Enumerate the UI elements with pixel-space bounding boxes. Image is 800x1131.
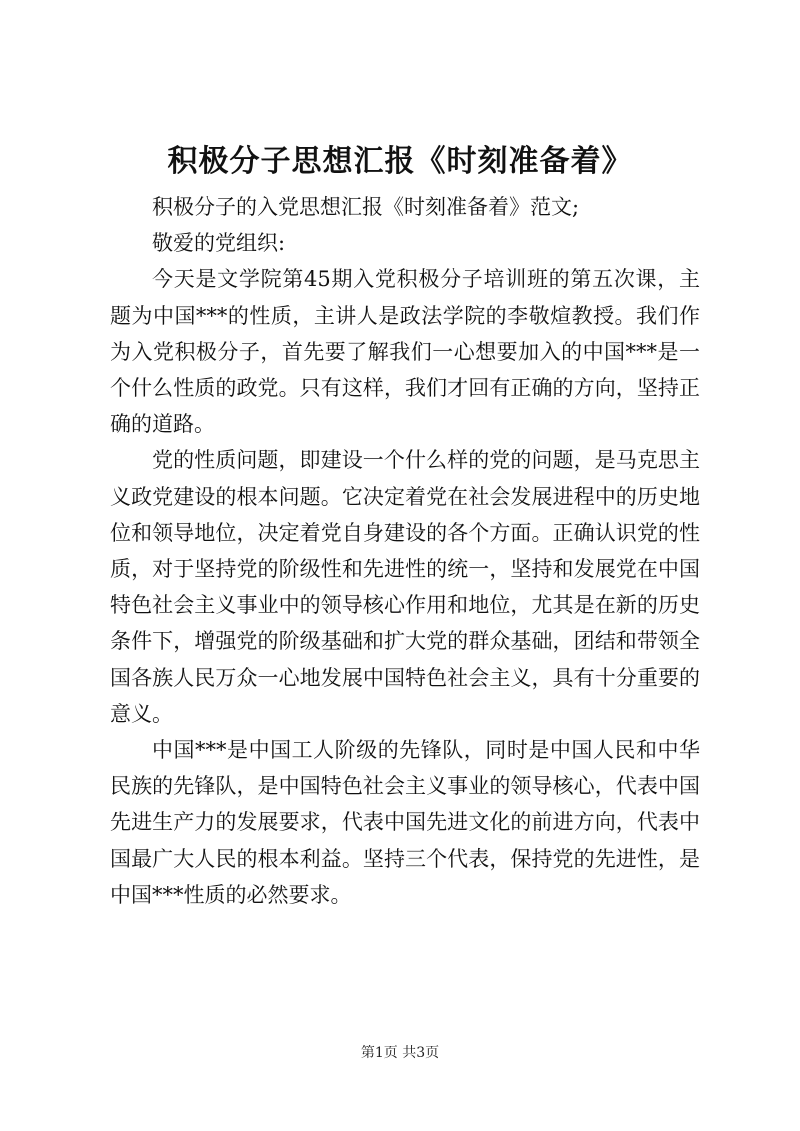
paragraph-salutation: 敬爱的党组织:: [152, 231, 286, 256]
document-body: [110, 189, 700, 913]
paragraph-vanguard: 中国***是中国工人阶级的先锋队，同时是中国人民和中华民族的先锋队，是中国特色社会主义事业的领导核心，代表中国先进生产力的发展要求，代表中国先进文化的前进方向，代表中国最广大人民的根本利益。坚持三个代表，保持党的先进性，是中国***性质的必然要求。: [110, 738, 700, 907]
document-title: 积极分子思想汇报《时刻准备着》: [167, 144, 633, 179]
page-number: 第1页 共3页: [360, 1045, 440, 1061]
paragraph-intro: 积极分子的入党思想汇报《时刻准备着》范文;: [152, 195, 580, 219]
paragraph-party-nature: 党的性质问题，即建设一个什么样的党的问题，是马克思主义政党建设的根本问题。它决定着党在社会发展进程中的历史地位和领导地位，决定着党自身建设的各个方面。正确认识党的性质，对于坚持党的阶级性和先进性的统一，坚持和发展党在中国特色社会主义事业中的领导核心作用和地位，尤其是在新的历史条件下，增强党的阶级基础和扩大党的群众基础，团结和带领全国各族人民万众一心地发展中国特色社会主义，具有十分重要的意义。: [110, 448, 700, 726]
paragraph-lecture: 今天是文学院第45期入党积极分子培训班的第五次课，主题为中国***的性质，主讲人是政法学院的李敬煊教授。我们作为入党积极分子，首先要了解我们一心想要加入的中国***是一个什么性质的政党。只有这样，我们才回有正确的方向，坚持正确的道路。: [110, 267, 700, 437]
